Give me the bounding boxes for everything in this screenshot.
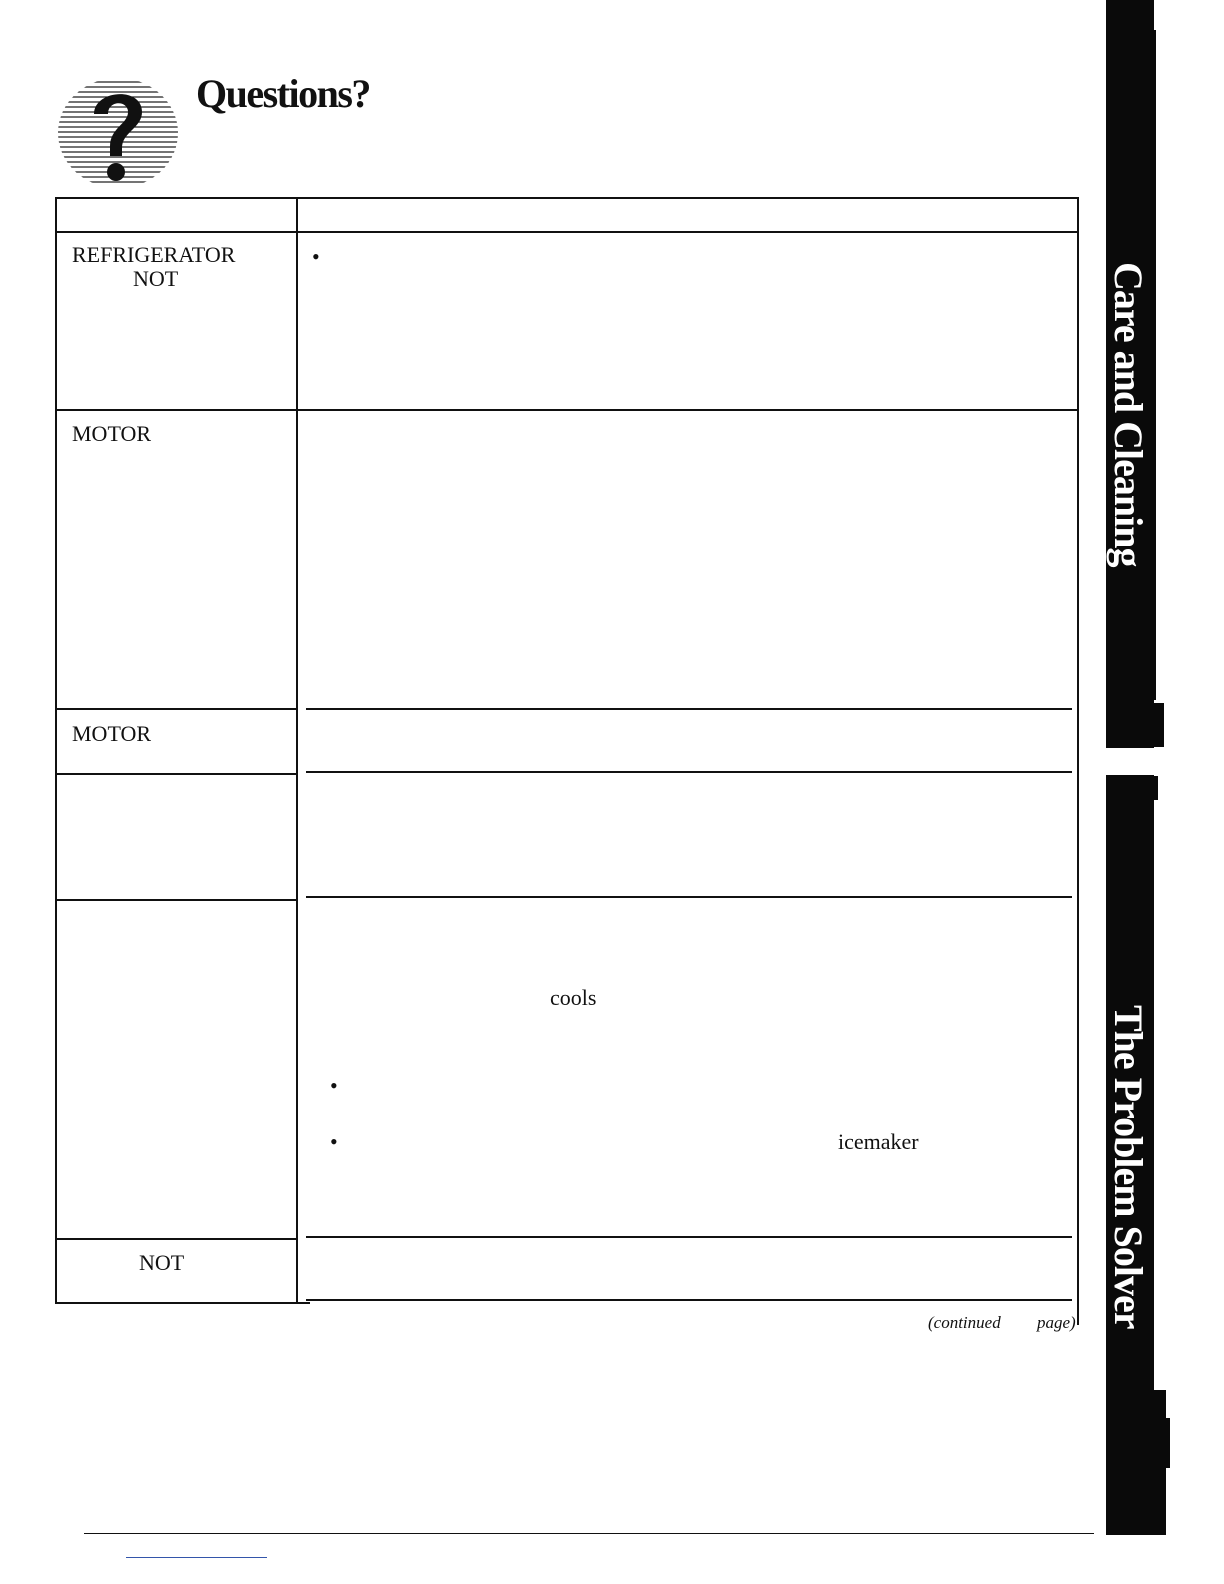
- page-title: Questions?: [196, 71, 370, 116]
- note-cools: cools: [550, 985, 597, 1010]
- footer-link-rule: [126, 1557, 267, 1558]
- condition-motor: MOTOR: [72, 421, 152, 446]
- condition-not-2: NOT: [139, 1250, 185, 1275]
- question-mark-icon: [56, 76, 180, 190]
- note-icemaker: icemaker: [838, 1129, 919, 1154]
- continued-note-right: page): [1037, 1313, 1076, 1332]
- condition-not: NOT: [133, 266, 179, 291]
- condition-refrigerator: REFRIGERATOR: [72, 242, 236, 267]
- side-tab-label: The Problem Solver: [1106, 1005, 1151, 1329]
- continued-note-left: (continued: [928, 1313, 1001, 1332]
- bullet-icon: •: [330, 1073, 338, 1098]
- condition-motor-2: MOTOR: [72, 721, 152, 746]
- bullet-icon: •: [330, 1129, 338, 1154]
- side-tab-label: Care and Cleaning: [1106, 262, 1151, 567]
- footer-divider: [84, 1533, 1094, 1534]
- bullet-icon: •: [312, 244, 320, 269]
